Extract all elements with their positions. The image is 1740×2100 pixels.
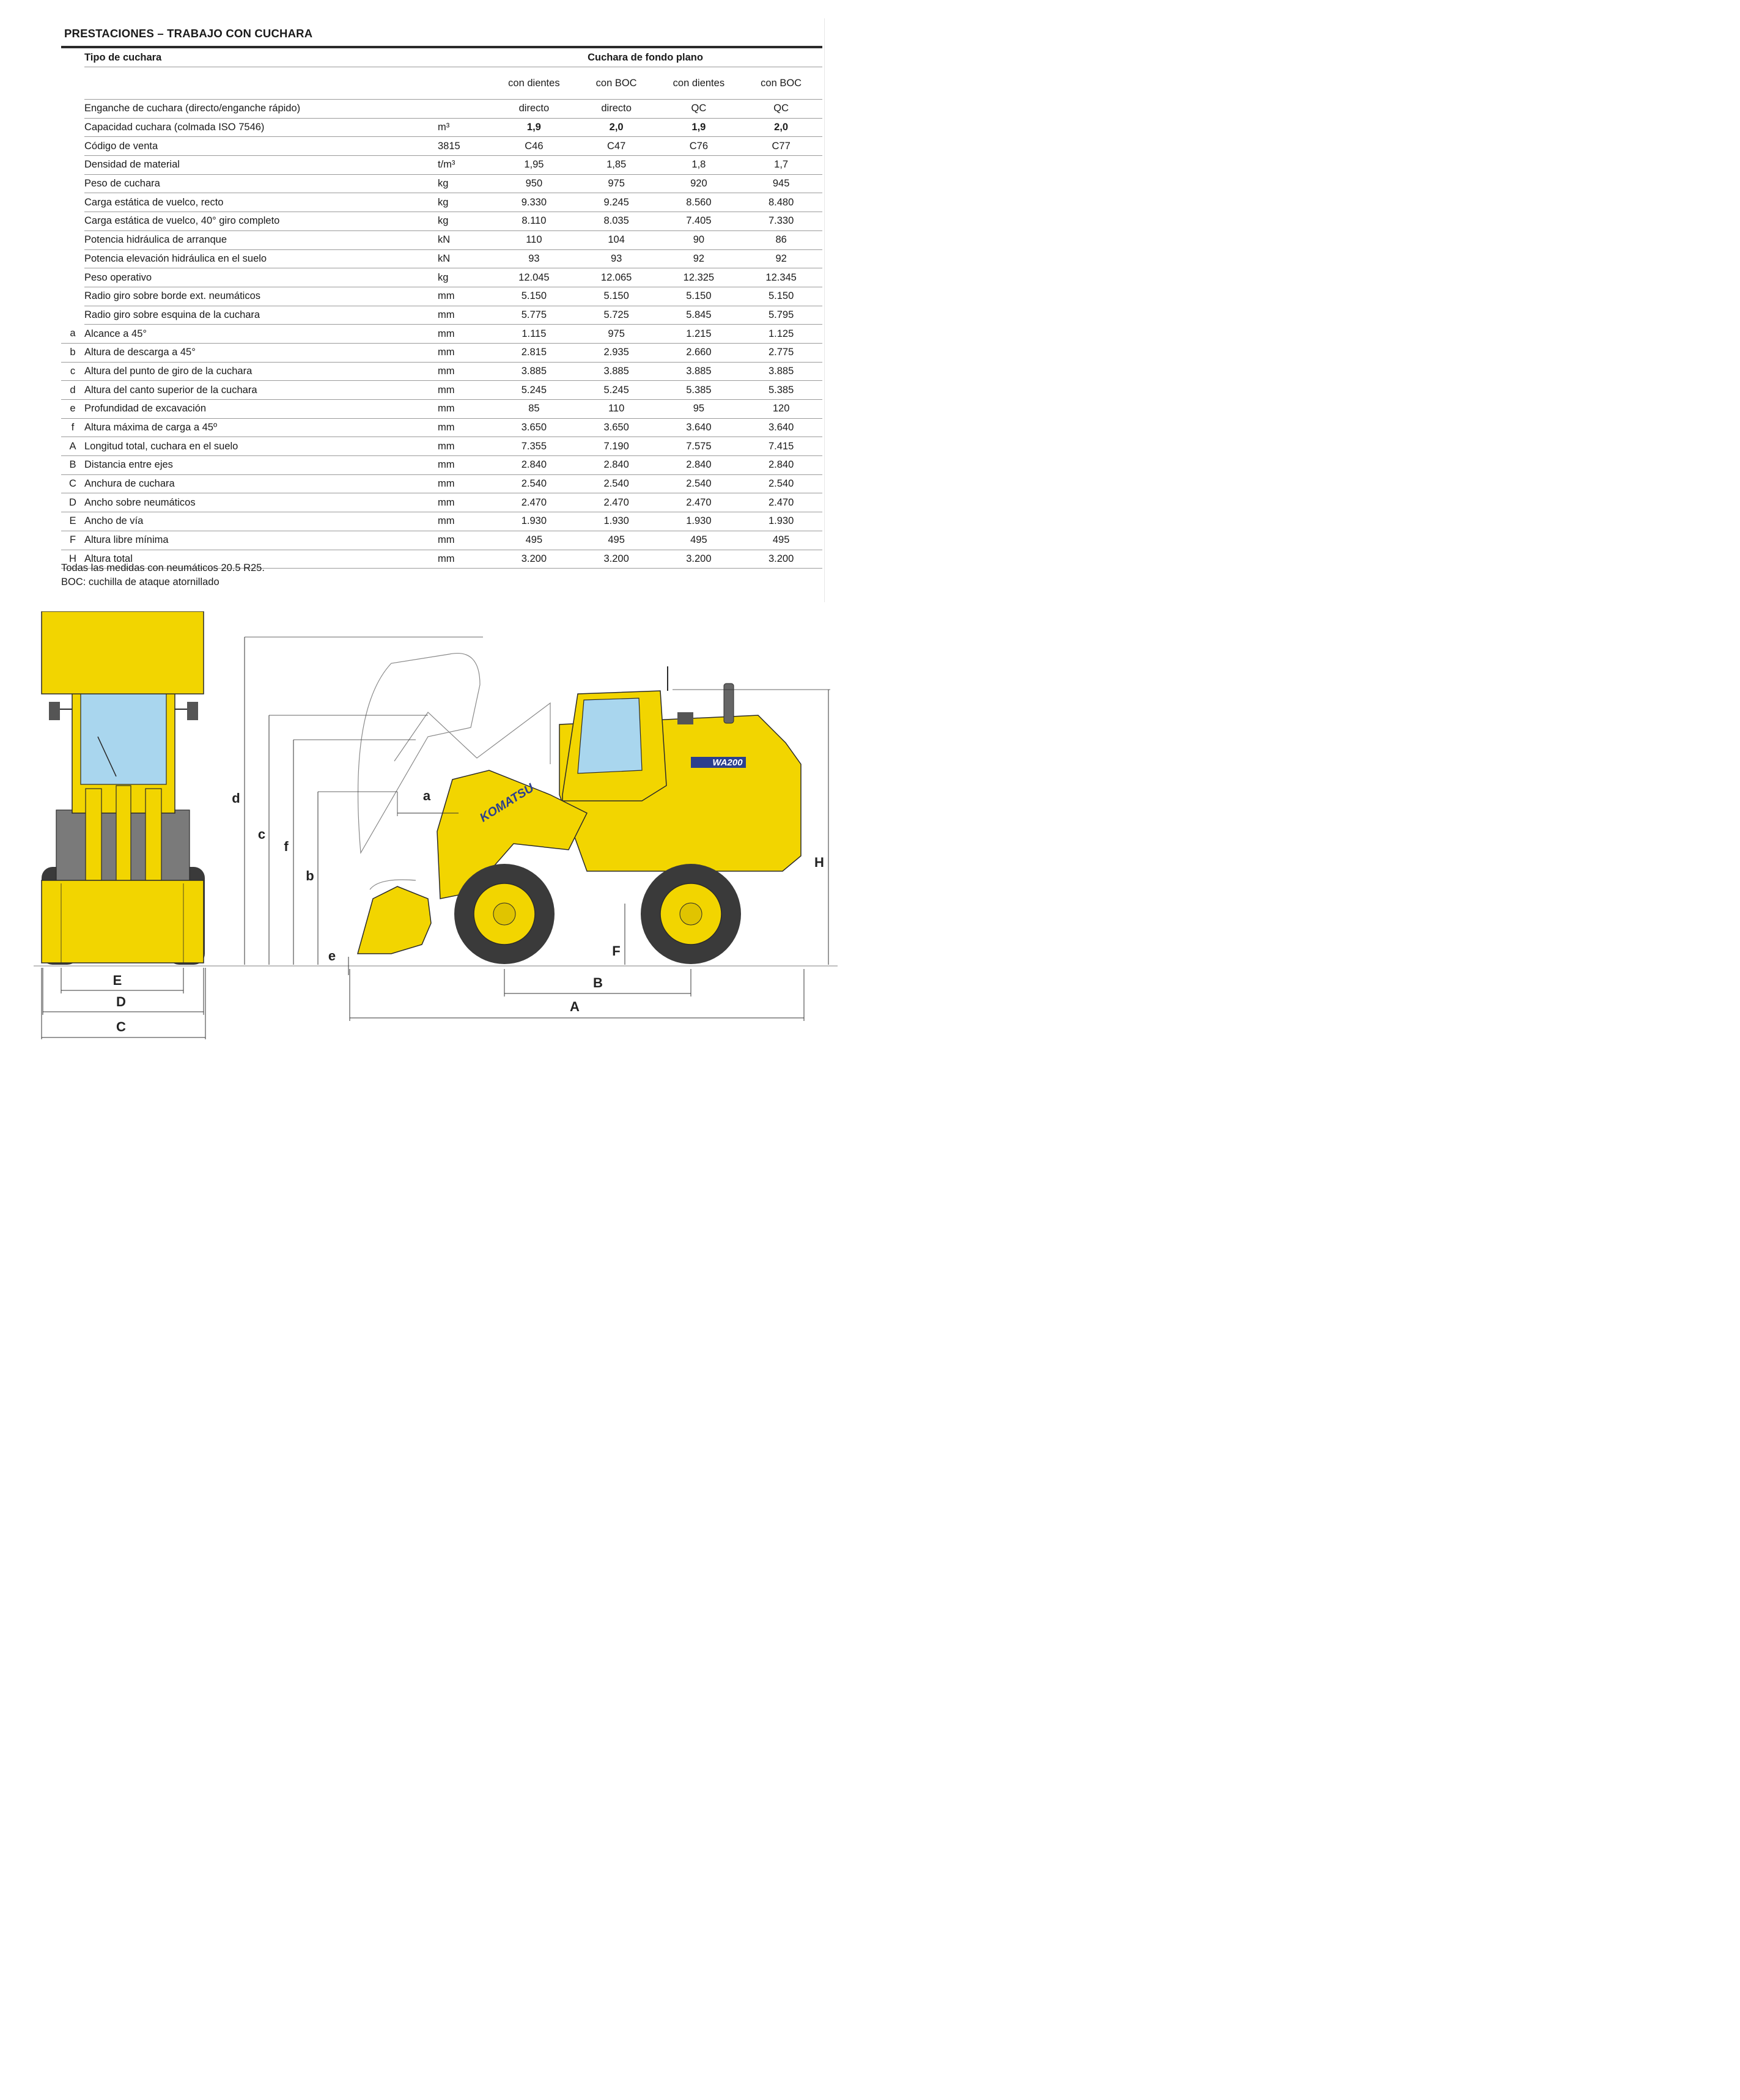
row-letter: E [61, 512, 84, 531]
row-letter [61, 212, 84, 231]
row-letter: C [61, 474, 84, 493]
row-value: 2.840 [740, 456, 822, 475]
row-value: 1.115 [493, 325, 575, 344]
row-value: 8.560 [658, 193, 740, 212]
dim-label-H: H [814, 855, 824, 870]
row-label: Ancho sobre neumáticos [84, 493, 438, 512]
row-value: 1.125 [740, 325, 822, 344]
row-value: 2.840 [493, 456, 575, 475]
row-letter: A [61, 437, 84, 456]
row-value: 12.065 [575, 268, 658, 287]
row-letter [61, 137, 84, 156]
row-value: 7.575 [658, 437, 740, 456]
dim-label-b: b [306, 868, 314, 883]
lowered-bucket [358, 886, 431, 954]
table-row [61, 174, 822, 193]
table-row [61, 418, 822, 437]
row-label: Ancho de vía [84, 512, 438, 531]
row-unit: kg [438, 193, 493, 212]
footnote-tyres: Todas las medidas con neumáticos 20.5 R25. [61, 562, 265, 573]
variant-header: con dientes [493, 67, 575, 100]
row-value: 920 [658, 174, 740, 193]
row-value: 8.035 [575, 212, 658, 231]
dimension-drawing [0, 611, 870, 1050]
row-value: 8.480 [740, 193, 822, 212]
table-row [61, 512, 822, 531]
row-label: Peso de cuchara [84, 174, 438, 193]
table-row [61, 456, 822, 475]
row-unit: kN [438, 249, 493, 268]
row-value: C47 [575, 137, 658, 156]
dim-label-d: d [232, 790, 240, 806]
row-value: directo [493, 100, 575, 119]
row-unit: kN [438, 230, 493, 249]
row-value: 3.200 [658, 550, 740, 569]
row-unit: mm [438, 474, 493, 493]
row-label: Altura del punto de giro de la cuchara [84, 362, 438, 381]
variant-header: con BOC [575, 67, 658, 100]
row-value: QC [658, 100, 740, 119]
row-value: 2.775 [740, 343, 822, 362]
row-unit: mm [438, 287, 493, 306]
dim-label-C: C [116, 1019, 126, 1034]
row-value: 2.840 [575, 456, 658, 475]
row-letter [61, 287, 84, 306]
row-value: 495 [740, 531, 822, 550]
row-unit [438, 100, 493, 119]
row-value: 7.415 [740, 437, 822, 456]
row-unit: t/m³ [438, 156, 493, 175]
row-label: Altura del canto superior de la cuchara [84, 381, 438, 400]
bucket-type-label: Tipo de cuchara [84, 48, 438, 67]
row-unit: mm [438, 418, 493, 437]
row-unit: mm [438, 493, 493, 512]
row-value: 1,9 [493, 118, 575, 137]
row-label: Densidad de material [84, 156, 438, 175]
row-value: 2,0 [575, 118, 658, 137]
table-row [61, 100, 822, 119]
table-row [61, 193, 822, 212]
row-value: 1,7 [740, 156, 822, 175]
front-windshield [81, 693, 166, 784]
row-label: Enganche de cuchara (directo/enganche rápido) [84, 100, 438, 119]
row-value: 92 [740, 249, 822, 268]
row-unit: 3815 [438, 137, 493, 156]
row-value: 7.330 [740, 212, 822, 231]
row-value: 3.650 [493, 418, 575, 437]
row-value: 2.815 [493, 343, 575, 362]
row-value: 3.885 [740, 362, 822, 381]
row-value: 2.470 [575, 493, 658, 512]
row-value: 495 [658, 531, 740, 550]
footnote-boc: BOC: cuchilla de ataque atornillado [61, 577, 219, 588]
row-value: 3.885 [493, 362, 575, 381]
row-value: C77 [740, 137, 822, 156]
row-value: 2.470 [740, 493, 822, 512]
row-value: 950 [493, 174, 575, 193]
side-cab-window [578, 698, 642, 773]
table-row [61, 325, 822, 344]
row-value: 120 [740, 400, 822, 419]
row-letter: H [61, 550, 84, 569]
row-value: 1,8 [658, 156, 740, 175]
row-value: 1,9 [658, 118, 740, 137]
row-label: Anchura de cuchara [84, 474, 438, 493]
row-value: 3.200 [575, 550, 658, 569]
dim-label-B: B [593, 975, 603, 990]
row-label: Peso operativo [84, 268, 438, 287]
row-unit: mm [438, 437, 493, 456]
dim-label-D: D [116, 994, 126, 1009]
row-letter [61, 268, 84, 287]
row-value: 5.150 [658, 287, 740, 306]
row-value: QC [740, 100, 822, 119]
table-row [61, 249, 822, 268]
row-letter [61, 118, 84, 137]
row-value: 85 [493, 400, 575, 419]
row-unit: mm [438, 362, 493, 381]
table-row [61, 381, 822, 400]
row-value: 3.200 [493, 550, 575, 569]
dim-label-a: a [422, 788, 431, 803]
mirror-right [187, 702, 198, 720]
variant-header: con dientes [658, 67, 740, 100]
row-unit: kg [438, 212, 493, 231]
row-label: Código de venta [84, 137, 438, 156]
row-value: C76 [658, 137, 740, 156]
row-unit: mm [438, 400, 493, 419]
row-letter: e [61, 400, 84, 419]
row-value: 2.540 [493, 474, 575, 493]
table-row [61, 306, 822, 325]
row-value: 110 [493, 230, 575, 249]
row-letter [61, 230, 84, 249]
row-value: 1.930 [575, 512, 658, 531]
row-value: 2.935 [575, 343, 658, 362]
model-badge-text: WA200 [712, 757, 743, 768]
row-value: 12.345 [740, 268, 822, 287]
specs-table [61, 48, 822, 569]
dim-label-f: f [284, 839, 289, 854]
table-row [61, 362, 822, 381]
row-unit: mm [438, 306, 493, 325]
row-value: 2.540 [740, 474, 822, 493]
section-title: PRESTACIONES – TRABAJO CON CUCHARA [64, 27, 313, 40]
dim-label-F: F [612, 943, 621, 959]
table-row [61, 474, 822, 493]
row-value: C46 [493, 137, 575, 156]
row-value: 5.245 [575, 381, 658, 400]
row-value: 3.650 [575, 418, 658, 437]
row-letter [61, 100, 84, 119]
row-value: 975 [575, 325, 658, 344]
row-label: Profundidad de excavación [84, 400, 438, 419]
front-bucket [42, 611, 204, 694]
row-value: 1.930 [740, 512, 822, 531]
row-letter [61, 193, 84, 212]
row-value: 495 [493, 531, 575, 550]
row-value: 1.930 [493, 512, 575, 531]
row-unit: mm [438, 550, 493, 569]
dim-label-e: e [328, 948, 336, 963]
page-edge-rule [824, 18, 825, 602]
mirror-left [49, 702, 60, 720]
row-value: 110 [575, 400, 658, 419]
row-label: Alcance a 45° [84, 325, 438, 344]
table-row [61, 212, 822, 231]
row-letter: F [61, 531, 84, 550]
row-unit: mm [438, 381, 493, 400]
row-value: 5.150 [740, 287, 822, 306]
row-label: Distancia entre ejes [84, 456, 438, 475]
row-value: 1.215 [658, 325, 740, 344]
row-value: 90 [658, 230, 740, 249]
brand-text: KOMATSU [477, 781, 537, 825]
row-label: Altura máxima de carga a 45º [84, 418, 438, 437]
row-value: 7.405 [658, 212, 740, 231]
row-value: 5.150 [493, 287, 575, 306]
row-label: Radio giro sobre esquina de la cuchara [84, 306, 438, 325]
row-label: Longitud total, cuchara en el suelo [84, 437, 438, 456]
row-value: 86 [740, 230, 822, 249]
table-row [61, 156, 822, 175]
table-row [61, 493, 822, 512]
row-value: 975 [575, 174, 658, 193]
row-unit: kg [438, 268, 493, 287]
row-value: 12.045 [493, 268, 575, 287]
variant-header-row [61, 67, 822, 100]
row-value: 2.540 [658, 474, 740, 493]
row-value: 5.725 [575, 306, 658, 325]
row-unit: kg [438, 174, 493, 193]
row-label: Altura de descarga a 45° [84, 343, 438, 362]
row-label: Capacidad cuchara (colmada ISO 7546) [84, 118, 438, 137]
row-label: Potencia hidráulica de arranque [84, 230, 438, 249]
table-row [61, 437, 822, 456]
row-value: 5.245 [493, 381, 575, 400]
row-value: directo [575, 100, 658, 119]
row-letter: a [61, 325, 84, 344]
row-letter: c [61, 362, 84, 381]
row-value: 95 [658, 400, 740, 419]
row-value: 2,0 [740, 118, 822, 137]
row-value: 93 [575, 249, 658, 268]
table-header-row [61, 48, 822, 67]
table-row [61, 287, 822, 306]
table-row [61, 400, 822, 419]
dim-label-c: c [257, 827, 266, 842]
table-row [61, 137, 822, 156]
row-unit: mm [438, 325, 493, 344]
table-row [61, 268, 822, 287]
row-letter [61, 156, 84, 175]
row-value: 1.930 [658, 512, 740, 531]
row-value: 3.885 [658, 362, 740, 381]
row-value: 5.775 [493, 306, 575, 325]
row-value: 5.845 [658, 306, 740, 325]
row-label: Altura libre mínima [84, 531, 438, 550]
variant-header: con BOC [740, 67, 822, 100]
front-view [42, 611, 205, 1039]
bucket-group-label: Cuchara de fondo plano [493, 48, 822, 67]
row-value: 1,95 [493, 156, 575, 175]
row-letter [61, 306, 84, 325]
row-value: 5.385 [658, 381, 740, 400]
table-row [61, 230, 822, 249]
row-value: 3.640 [658, 418, 740, 437]
row-value: 93 [493, 249, 575, 268]
row-value: 5.150 [575, 287, 658, 306]
row-letter: b [61, 343, 84, 362]
dim-label-E: E [112, 973, 122, 988]
row-unit: mm [438, 456, 493, 475]
row-label: Potencia elevación hidráulica en el suelo [84, 249, 438, 268]
row-value: 7.355 [493, 437, 575, 456]
row-label: Altura total [84, 550, 438, 569]
row-value: 104 [575, 230, 658, 249]
row-label: Radio giro sobre borde ext. neumáticos [84, 287, 438, 306]
row-value: 7.190 [575, 437, 658, 456]
row-unit: mm [438, 512, 493, 531]
row-unit: mm [438, 531, 493, 550]
row-value: 5.795 [740, 306, 822, 325]
row-value: 8.110 [493, 212, 575, 231]
row-unit: m³ [438, 118, 493, 137]
row-letter: f [61, 418, 84, 437]
row-value: 945 [740, 174, 822, 193]
row-value: 1,85 [575, 156, 658, 175]
row-value: 2.660 [658, 343, 740, 362]
row-letter: d [61, 381, 84, 400]
row-value: 12.325 [658, 268, 740, 287]
side-view [232, 637, 830, 1021]
row-value: 5.385 [740, 381, 822, 400]
row-value: 92 [658, 249, 740, 268]
row-letter [61, 174, 84, 193]
row-value: 9.330 [493, 193, 575, 212]
row-value: 2.540 [575, 474, 658, 493]
row-value: 3.200 [740, 550, 822, 569]
row-value: 2.470 [658, 493, 740, 512]
row-unit: mm [438, 343, 493, 362]
row-value: 2.470 [493, 493, 575, 512]
row-value: 3.640 [740, 418, 822, 437]
dim-label-A: A [570, 999, 580, 1014]
table-row [61, 118, 822, 137]
row-letter [61, 249, 84, 268]
row-value: 495 [575, 531, 658, 550]
row-value: 2.840 [658, 456, 740, 475]
row-value: 9.245 [575, 193, 658, 212]
row-value: 3.885 [575, 362, 658, 381]
row-label: Carga estática de vuelco, recto [84, 193, 438, 212]
table-row [61, 343, 822, 362]
table-row [61, 531, 822, 550]
row-letter: B [61, 456, 84, 475]
row-letter: D [61, 493, 84, 512]
row-label: Carga estática de vuelco, 40° giro completo [84, 212, 438, 231]
